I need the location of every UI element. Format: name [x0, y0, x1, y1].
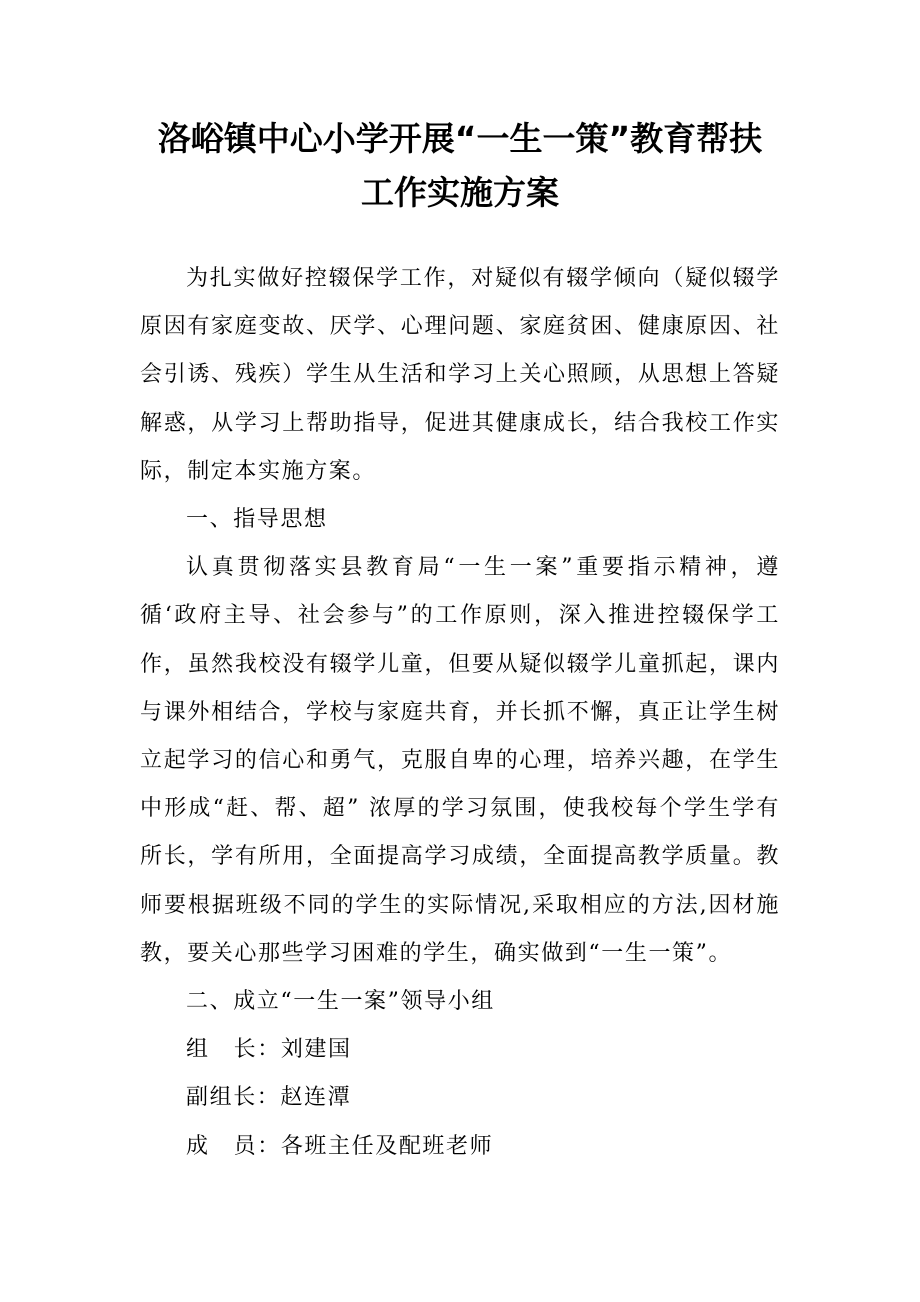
deputy-line — [140, 1074, 780, 1122]
section-1-paragraph: 认真贯彻落实县教育局“一生一案”重要指示精神，遵循‘政府主导、社会参与”的工作原则，深入推进控辍保学工作，虽然我校没有辍学儿童，但要从疑似辍学儿童抓起，课内与课外相结合，学校与家庭共育，并长抓不懈，真正让学生树立起学习的信心和勇气，克服自卑的心理，培养兴趣，在学生中形成“赶、帮、超” 浓厚的学习氛围，使我校每个学生学有所长，学有所用，全面提高学习成绩，全面提高教学质量。教师要根据班级不同的学生的实际情况,采取相应的方法,因材施教，要关心那些学习困难的学生，确实做到“一生一策”。 — [140, 555, 780, 966]
leader-value: 刘建国 — [280, 1037, 352, 1063]
leader-label-b: 长： — [233, 1037, 281, 1063]
title-line-2: 工作实施方案 — [361, 173, 559, 212]
document-title — [120, 112, 800, 220]
intro-paragraph: 为扎实做好控辍保学工作，对疑似有辍学倾向（疑似辍学原因有家庭变故、厌学、心理问题、家庭贫困、健康原因、社会引诱、残疾）学生从生活和学习上关心照顾，从思想上答疑解惑，从学习上帮助指导，促进其健康成长，结合我校工作实际，制定本实施方案。 — [140, 266, 780, 484]
leader-label-a: 组 — [186, 1037, 210, 1063]
member-line — [140, 1123, 780, 1171]
member-label-a: 成 — [186, 1133, 210, 1159]
member-label-b: 员： — [233, 1133, 281, 1159]
section-1-heading: 一、指导思想 — [186, 507, 328, 533]
section-2-heading: 二、成立“一生一案”领导小组 — [186, 989, 495, 1015]
deputy-value: 赵连潭 — [280, 1085, 352, 1111]
title-line-1: 洛峪镇中心小学开展“一生一策”教育帮扶 — [157, 119, 763, 158]
deputy-label: 副组长： — [186, 1085, 281, 1111]
member-value: 各班主任及配班老师 — [280, 1133, 494, 1159]
leader-line — [140, 1026, 780, 1074]
document-body — [140, 255, 780, 1171]
